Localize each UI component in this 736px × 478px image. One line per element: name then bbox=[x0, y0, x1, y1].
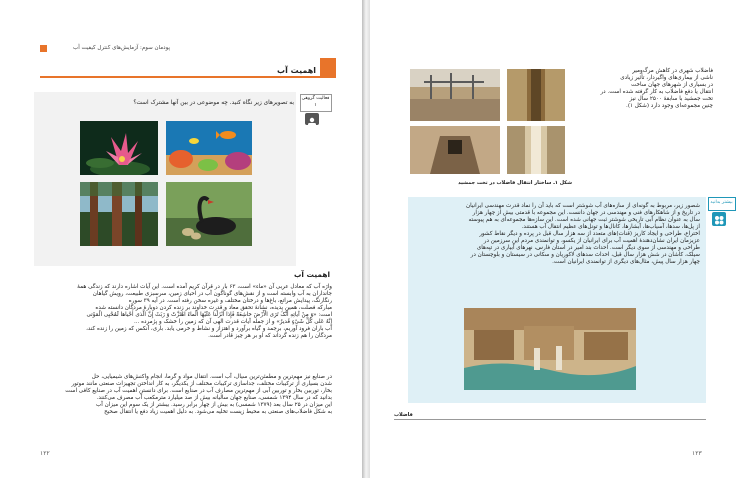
intro-line: ناشی از بیماری‌های واگیردار، تأثیر زیادی bbox=[620, 74, 713, 81]
bottom-label: فاضلاب bbox=[394, 412, 413, 418]
body-line: به شکل فاضلاب‌های صنعتی به محیط زیست تخلیه می‌شود. به دلیل اهمیت زیاد دفع یا انتقال صحیح bbox=[104, 408, 332, 415]
callout-line: سال به عنوان نظام آبی تاریخی شوشتر ثبت جهانی شده است. این سازه‌ها مجموعه‌ای به هم پیوسته bbox=[468, 216, 700, 223]
body-line: بدانید که در سال ۱۳۹۴ شمسی، صنایع جهان سالیانه بیش از صد میلیارد مترمکعب آب مصرف می‌کنند. bbox=[96, 394, 332, 401]
tunnel-image bbox=[410, 126, 500, 174]
activity-box bbox=[34, 92, 296, 266]
persepolis-site-image bbox=[410, 69, 500, 121]
callout-text bbox=[414, 203, 700, 266]
activity-label: فعالیت گروهی bbox=[301, 96, 330, 101]
callout-line: اختراع، طراحی و ایجاد کاریز (قنات)‌های متعدد از سه هزار سال قبل در پرده و دیگر نقاط کشور bbox=[479, 230, 700, 237]
right-page bbox=[370, 0, 736, 478]
body-line: إِنَّهُ عَلى کُلِّ شَیْءٍ قَدیرٌ» و از جمله آیات قدرت الهی آن که زمین را خشک و پژمرده ... bbox=[133, 318, 332, 325]
body-line: مبارکه فصلت، همین پدیده، نشانهٔ تحقق معاد و قدرت خداوند بر زنده کردن دوبارهٔ مردگان دانسته شده bbox=[95, 304, 332, 311]
lotus-flower-image bbox=[80, 121, 158, 175]
callout-line: طراحی و مهندسی از سوی دیگر است. احداث بند امیر در استان فارس، نهرهای آبیاری در تپه‌های bbox=[476, 244, 700, 251]
header-marker bbox=[40, 45, 47, 52]
learn-more-tab bbox=[708, 197, 736, 211]
shushtar-water-system-image bbox=[464, 308, 636, 390]
intro-text bbox=[573, 68, 713, 110]
learn-more-icon bbox=[712, 212, 726, 226]
activity-icon bbox=[305, 113, 319, 125]
body-line: مردگان را هم زنده گرداند که او بر هر چیز قادر است. bbox=[208, 332, 332, 339]
callout-line: از پل‌ها، سدها، آسیاب‌ها، آبشارها، کانال‌ها و تونل‌های عظیم انتقال آب هستند. bbox=[521, 223, 700, 230]
body-line: است: «وَ مِنْ آیاتِهِ أَنَّکَ تَرَى الْأَرْضَ خاشِعَةً فَإِذا أَنْزَلْنا عَلَیْهَا الْماءَ اهْتَزَّتْ وَ رَبَتْ إِنَّ الَّذی أَحْیاها لَمُحْیِی الْمَوْتى bbox=[86, 311, 332, 318]
activity-badge bbox=[300, 94, 332, 112]
swan-lake-image bbox=[166, 182, 252, 246]
callout-line: سیلک، کاشان در شش هزار سال قبل، احداث سدهای لاکوریان و سکانی در سیستان و بلوچستان در bbox=[470, 251, 700, 258]
callout-line: چهار هزار سال پیش، مثال‌های دیگری از توانمندی ایرانیان است. bbox=[552, 258, 700, 265]
body-line: شدن بسیاری از ترکیبات مختلف، جداسازی ترکیبات مختلف از یکدیگر، به کار انداختن تجهیزات صنعتی مانند موتور bbox=[71, 380, 332, 387]
callout-line: شصور زیر، مربوط به گونه‌ای از سازه‌های آب شوشتر است که باید آن را نماد قدرت مهندسی ایرانیان bbox=[466, 203, 700, 209]
coral-reef-image bbox=[166, 121, 252, 175]
title-accent bbox=[320, 58, 336, 76]
activity-question: به تصویرهای زیر نگاه کنید. چه موضوعی در بین آنها مشترک است؟ bbox=[133, 100, 294, 106]
body-line: جانداران به آب وابسته است و از نقش‌های گوناگون آب در احیای زمین، سرسبزی طبیعت، رویش گیاهان bbox=[92, 290, 332, 297]
learn-more-label: بیشتر بدانید bbox=[710, 200, 733, 205]
body-line: در صنایع نیز مهم‌ترین و مطمئن‌ترین سیال، آب است. انتقال مواد و گرما، انجام واکنش‌های شیمیایی، حل bbox=[91, 374, 332, 380]
bottom-rule bbox=[394, 419, 706, 420]
intro-line: تخت جمشید با سابقهٔ ۲۵۰۰ سال نیز bbox=[629, 95, 713, 102]
page-number-left: ۱۲۲ bbox=[40, 450, 50, 457]
page-number-right: ۱۲۳ bbox=[692, 450, 702, 457]
left-page bbox=[0, 0, 364, 478]
section-title: اهمیت آب bbox=[277, 66, 316, 75]
body-line: رنگارنگ، پیدایش مراتع، باغ‌ها و درختان مختلف و غیره سخن رفته است. در آیه ۳۹ سوره bbox=[128, 297, 332, 304]
body-line: آب باران فرود آوریم، برجمد و گیاه برآورد و اهتزاز و نشاط و خرمی یابد. باری، آنکس که زمین را زنده کند، bbox=[86, 325, 332, 332]
callout-line: در تاریخ و از شاهکارهای فنی و مهندسی در جهان دانست. این مجموعه با قدمتی بیش از چهار هزار bbox=[472, 209, 700, 216]
intro-line: چنین مجموعه‌ای وجود دارد (شکل ۱). bbox=[626, 102, 713, 109]
drain-image bbox=[507, 126, 565, 174]
running-head: پودمان سوم: آزمایش‌های کنترل کیفیت آب bbox=[73, 45, 170, 51]
body-line: بخار، توربین بخار و توربین آبی از مهم‌ترین مصارف آب در صنایع است. برای دانستن اهمیت آب در صنایع کافی است bbox=[65, 387, 332, 394]
forest-trees-image bbox=[80, 182, 158, 246]
intro-line: انتقال یا دفع فاضلاب به کار گرفته شده است. در bbox=[600, 88, 713, 95]
figure-caption: شکل ۱ـ ساختار انتقال فاضلاب در تخت جمشید bbox=[458, 180, 572, 186]
stone-channel-image bbox=[507, 69, 565, 121]
title-bar bbox=[40, 76, 336, 78]
body-line: این میزان در ۲۵ سال بعد (۱۳۷۹ شمسی) به بیش از چهار برابر رسید. بیشتر از یک سوم این میزان آب bbox=[96, 401, 332, 408]
activity-number: ۱ bbox=[314, 103, 317, 108]
intro-line: فاضلاب شهری در کاهش مرگ‌ومیر bbox=[632, 68, 713, 74]
callout-line: عزیزمان ایران نشان‌دهندهٔ اهمیت آب برای ایرانیان از یکسو، و توانمندی مردم این سرزمین در bbox=[483, 237, 700, 244]
intro-line: در بسیاری از شهرهای جهان ساخت bbox=[631, 81, 713, 88]
subheading: اهمیت آب bbox=[294, 270, 330, 279]
body-line: واژه آب که معادل عربی آن «ماء» است، ۶۳ بار در قرآن کریم آمده است. این آیات اشاره دارند که زندگی همهٔ bbox=[77, 284, 332, 290]
body-text-1 bbox=[40, 284, 332, 340]
body-text-2 bbox=[40, 374, 332, 416]
